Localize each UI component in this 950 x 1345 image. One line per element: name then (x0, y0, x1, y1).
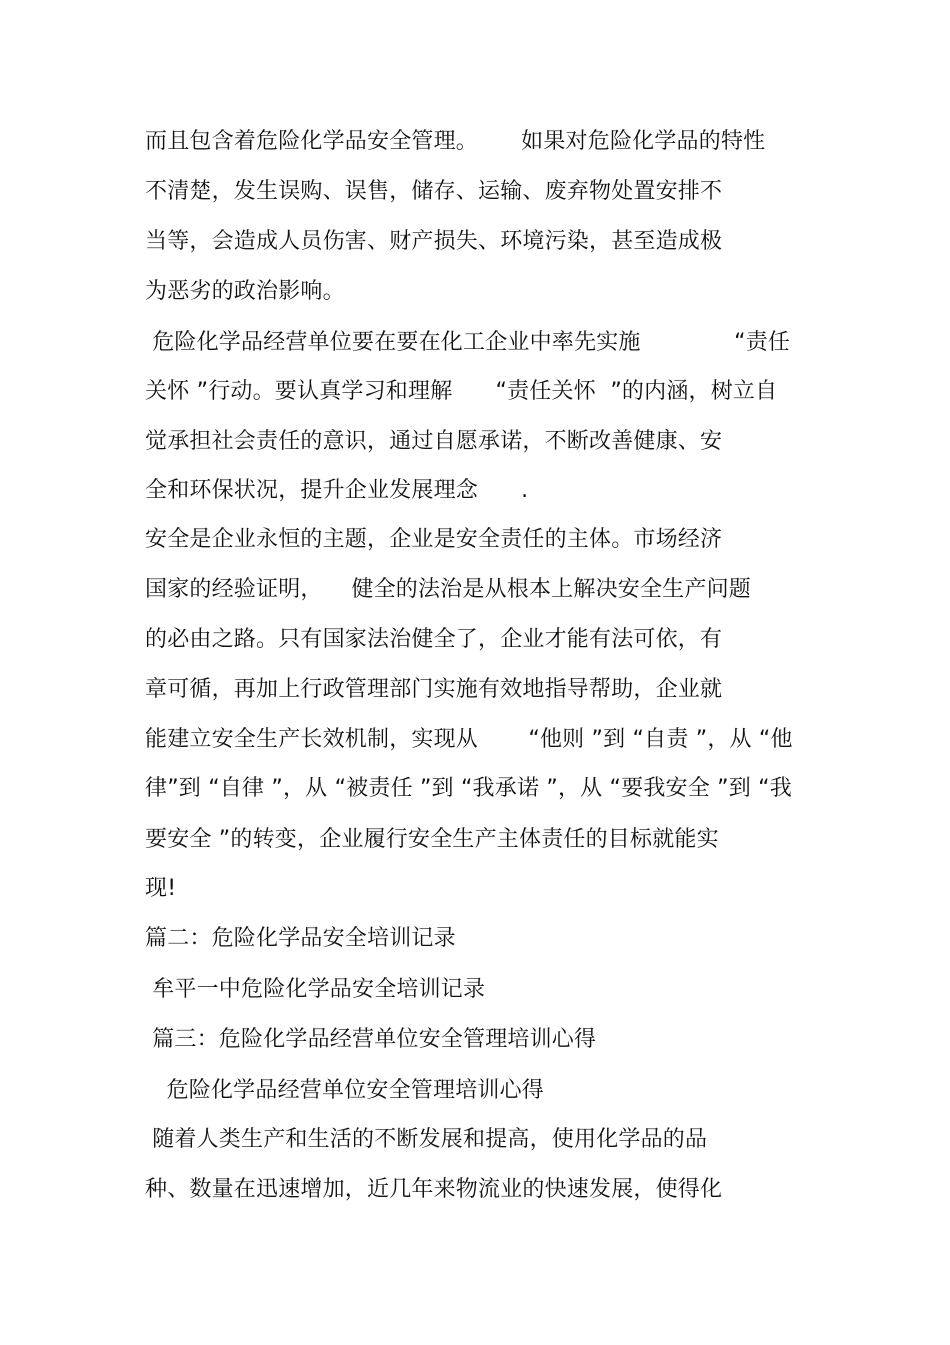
text-line: 国家的经验证明， 健全的法治是从根本上解决安全生产问题 (145, 577, 751, 602)
text-line: 的必由之路。只有国家法治健全了，企业才能有法可依，有 (145, 627, 723, 652)
text-line: 全和环保状况，提升企业发展理念 . (145, 478, 529, 503)
text-line: 随着人类生产和生活的不断发展和提高，使用化学品的品 (145, 1127, 708, 1152)
text-line: 种、数量在迅速增加，近几年来物流业的快速发展，使得化 (145, 1177, 723, 1202)
text-line: 能建立安全生产长效机制，实现从 “他则 ”到 “自责 ”，从 “他 (145, 727, 793, 752)
text-line: 危险化学品经营单位要在要在化工企业中率先实施 “责任 (145, 330, 791, 355)
text-line: 为恶劣的政治影响。 (145, 279, 345, 304)
text-line: 律”到 “自律 ”，从 “被责任 ”到 “我承诺 ”，从 “要我安全 ”到 “我 (145, 776, 792, 801)
text-line: 不清楚，发生误购、误售，储存、运输、废弃物处置安排不 (145, 179, 723, 204)
text-line: 当等，会造成人员伤害、财产损失、环境污染，甚至造成极 (145, 229, 723, 254)
section-subtitle: 危险化学品经营单位安全管理培训心得 (145, 1078, 544, 1103)
text-line: 关怀 ”行动。要认真学习和理解 “责任关怀 ”的内涵，树立自 (145, 379, 778, 404)
text-line: 现! (145, 876, 177, 901)
text-line: 而且包含着危险化学品安全管理。 如果对危险化学品的特性 (145, 129, 766, 154)
section-heading: 篇二：危险化学品安全培训记录 (145, 926, 456, 951)
text-line: 章可循，再加上行政管理部门实施有效地指导帮助，企业就 (145, 677, 723, 702)
text-line: 安全是企业永恒的主题，企业是安全责任的主体。市场经济 (145, 527, 723, 552)
text-line: 觉承担社会责任的意识，通过自愿承诺，不断改善健康、安 (145, 429, 723, 454)
section-heading: 篇三：危险化学品经营单位安全管理培训心得 (145, 1027, 597, 1052)
text-line: 要安全 ”的转变，企业履行安全生产主体责任的目标就能实 (145, 827, 719, 852)
section-subtitle: 牟平一中危险化学品安全培训记录 (145, 977, 486, 1002)
